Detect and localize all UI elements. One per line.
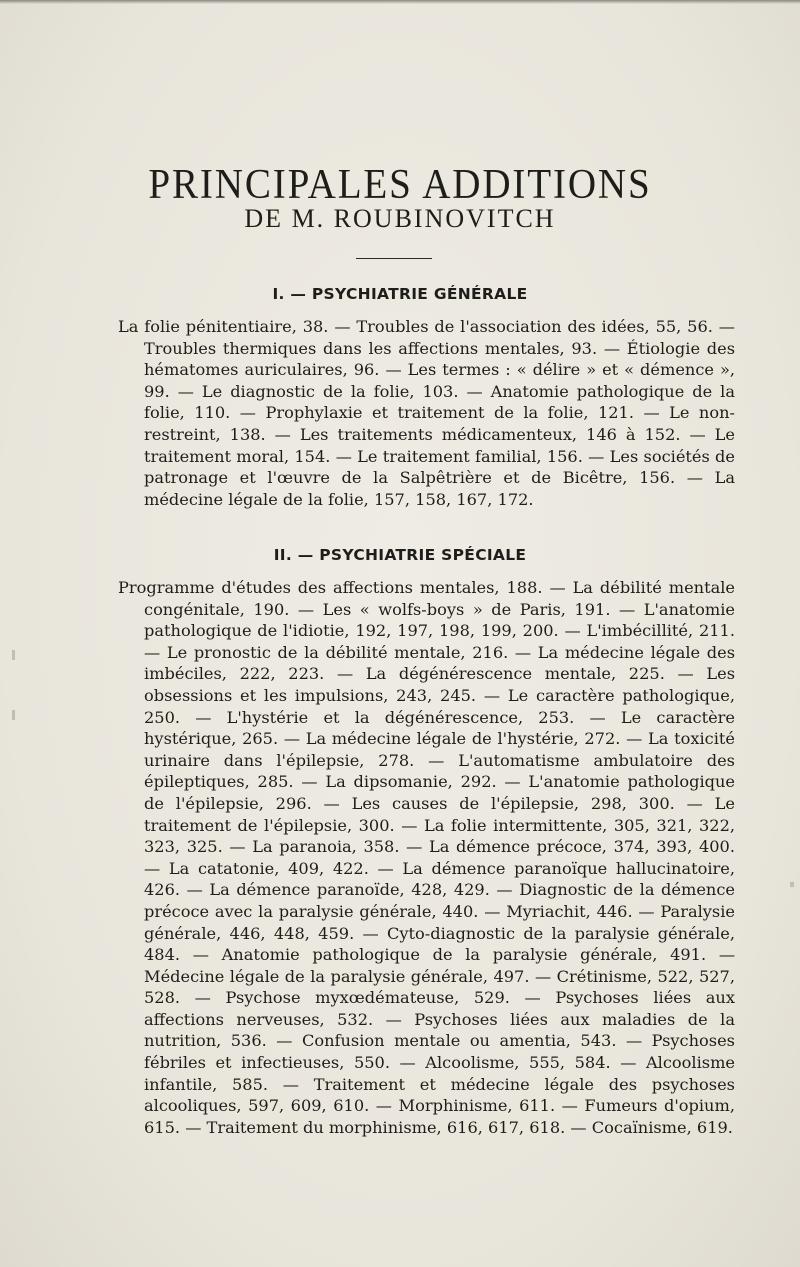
index-entry: La débilité mentale congénitale, 190. xyxy=(144,578,735,619)
index-entry: Le pronostic de la débilité mentale, 216. xyxy=(166,642,509,662)
index-entry: Médecine légale de la paralysie générale, 497. xyxy=(144,966,530,986)
index-entry: L'anatomie pathologique de l'épilepsie, 296. xyxy=(144,772,735,813)
index-entry: Le traitement moral, 154. xyxy=(144,424,736,466)
index-entry: Confusion mentale ou amentia, 543. xyxy=(301,1031,617,1051)
index-entry: La démence paranoïque hallucinatoire, 426. xyxy=(144,858,735,900)
index-entry: La folie pénitentiaire, 38. xyxy=(118,317,329,336)
index-entry: Traitement du morphinisme, 616, 617, 618. xyxy=(206,1117,566,1137)
index-entry: Les « wolfs-boys » de Paris, 191. xyxy=(322,599,611,619)
index-entry: La médecine légale de l'hystérie, 272. xyxy=(305,729,621,749)
index-entry: Étiologie des hématomes auriculaires, 96. xyxy=(144,338,736,380)
index-entry: La paranoia, 358. xyxy=(252,837,400,857)
index-entry: Les traitements médicamenteux, 146 à 152. xyxy=(299,424,681,444)
index-entry: Le caractère hystérique, 265. xyxy=(144,707,735,749)
index-entry: Anatomie pathologique de la folie, 110. xyxy=(144,381,735,423)
index-entry: La dégénérescence mentale, 225. xyxy=(365,664,665,684)
page-title: PRINCIPALES ADDITIONS xyxy=(148,162,652,208)
margin-speck xyxy=(790,882,794,887)
index-entry: Crétinisme, 522, 527, 528. xyxy=(144,966,736,1008)
index-entry: La médecine légale des imbéciles, 222, 223. xyxy=(144,642,736,684)
section-entries-special: Programme d'études des affections mentales, 188. — La débilité mentale congénitale, 190. — Les « wolfs-boys » de Paris, 191. — L'anatomie pathologique de l'idiotie, 192, 197, 198, 199, 200. — L'imbécillité, 211. — Le pronostic de la débilité mentale, 216. — La médecine légale des imbéciles, 222, 223. — La dégénérescence mentale, 225. — Les obsessions et les impulsions, 243, 245. — Le caractère pathologique, 250. — L'hystérie et la dégénérescence, 253. — Le caractère hystérique, 265. — La médecine légale de l'hystérie, 272. — La toxicité urinaire dans l'épilepsie, 278. — L'automatisme ambulatoire des épileptiques, 285. — La dipsomanie, 292. — L'anatomie pathologique de l'épilepsie, 296. — Les causes de l'épilepsie, 298, 300. — Le traitement de l'épilepsie, 300. — La folie intermittente, 305, 321, 322, 323, 325. — La paranoia, 358. — La démence précoce, 374, 393, 400. — La catatonie, 409, 422. — La démence paranoïque hallucinatoire, 426. — La démence paranoïde, 428, 429. — Diagnostic de la démence précoce avec la paralysie générale, 440. — Myriachit, 446. — Paralysie générale, 446, 448, 459. — Cyto-diagnostic de la paralysie générale, 484. — Anatomie pathologique de la paralysie générale, 491. — Médecine légale de la paralysie générale, 497. — Crétinisme, 522, 527, 528. — Psychose myxœdémateuse, 529. — Psychoses liées aux affections nerveuses, 532. — Psychoses liées aux maladies de la nutrition, 536. — Confusion mentale ou amentia, 543. — Psychoses fébriles et infectieuses, 550. — Alcoolisme, 555, 584. — Alcoolisme infantile, 585. — Traitement et médecine légale des psychoses alcooliques, 597, 609, 610. — Morphinisme, 611. — Fumeurs d'opium, 615. — Traitement du morphinisme, 616, 617, 618. — Cocaïnisme, 619. xyxy=(118,578,736,1137)
index-entry: Anatomie pathologique de la paralysie générale, 491. xyxy=(221,945,707,965)
index-entry: L'automatisme ambulatoire des épileptiques, 285. xyxy=(144,750,735,792)
page-subtitle: DE M. ROUBINOVITCH xyxy=(244,204,556,233)
index-entry: Traitement et médecine légale des psychoses alcooliques, 597, 609, 610. xyxy=(144,1074,735,1116)
index-entry: L'imbécillité, 211. xyxy=(586,621,735,641)
index-entry: La démence précoce, 374, 393, 400. xyxy=(429,837,735,857)
index-entry: La folie intermittente, 305, 321, 322, 323, 325. xyxy=(144,815,736,857)
index-entry: La médecine légale de la folie, 157, 158, 167, 172. xyxy=(144,468,736,509)
section-heading-special: II. — PSYCHIATRIE SPÉCIALE xyxy=(273,546,527,564)
index-entry: Le traitement de l'épilepsie, 300. xyxy=(144,793,735,835)
title-rule xyxy=(356,258,432,259)
index-entry: Psychoses liées aux affections nerveuses, 532. xyxy=(144,988,735,1029)
margin-speck xyxy=(12,650,15,660)
index-entry: La catatonie, 409, 422. xyxy=(168,858,369,878)
index-entry: Psychose myxœdémateuse, 529. xyxy=(225,988,510,1008)
index-entry: Psychoses fébriles et infectieuses, 550. xyxy=(144,1031,735,1073)
index-entry: Les causes de l'épilepsie, 298, 300. xyxy=(351,793,675,813)
section-entries-general: La folie pénitentiaire, 38. — Troubles de l'association des idées, 55, 56. — Troubles thermiques dans les affections mentales, 93. — Étiologie des hématomes auriculaires, 96. — Les termes : « délire » et « démence », 99. — Le diagnostic de la folie, 103. — Anatomie pathologique de la folie, 110. — Prophylaxie et traitement de la folie, 121. — Le non-restreint, 138. — Les traitements médicamenteux, 146 à 152. — Le traitement moral, 154. — Le traitement familial, 156. — Les sociétés de patronage et l'œuvre de la Salpêtrière et de Bicêtre, 156. — La médecine légale de la folie, 157, 158, 167, 172. xyxy=(118,317,736,509)
section-heading-general: I. — PSYCHIATRIE GÉNÉRALE xyxy=(272,285,528,303)
index-entry: Psychoses liées aux maladies de la nutrition, 536. xyxy=(144,1009,736,1051)
index-entry: Le diagnostic de la folie, 103. xyxy=(201,381,459,401)
index-entry: Morphinisme, 611. xyxy=(398,1096,556,1116)
index-entry: La toxicité urinaire dans l'épilepsie, 278. xyxy=(144,729,735,770)
index-entry: Fumeurs d'opium, 615. xyxy=(144,1096,735,1137)
index-entry: Prophylaxie et traitement de la folie, 121. xyxy=(265,403,634,423)
index-entry: Programme d'études des affections mentales, 188. xyxy=(118,578,543,597)
index-entry: Cyto-diagnostic de la paralysie générale, 484. xyxy=(144,923,735,965)
index-entry: Troubles de l'association des idées, 55, 56. xyxy=(356,317,713,336)
index-entry: L'anatomie pathologique de l'idiotie, 192, 197, 198, 199, 200. xyxy=(144,599,736,641)
margin-speck xyxy=(12,710,15,720)
index-entry: La dipsomanie, 292. xyxy=(325,772,497,792)
index-entry: Le non-restreint, 138. xyxy=(144,403,735,444)
index-entry: Le caractère pathologique, 250. xyxy=(144,685,736,727)
index-entry: Paralysie générale, 446, 448, 459. xyxy=(144,901,735,943)
index-entry: Troubles thermiques dans les affections mentales, 93. xyxy=(144,338,598,358)
index-entry: Alcoolisme infantile, 585. xyxy=(144,1053,735,1094)
index-entry: Myriachit, 446. xyxy=(506,901,633,921)
index-entry: Alcoolisme, 555, 584. xyxy=(425,1053,611,1073)
index-entry: Cocaïnisme, 619. xyxy=(591,1117,733,1137)
index-entry: La démence paranoïde, 428, 429. xyxy=(209,880,490,900)
index-entry: Les sociétés de patronage et l'œuvre de la Salpêtrière et de Bicêtre, 156. xyxy=(144,446,736,488)
page-top-edge xyxy=(0,0,800,4)
index-entry: L'hystérie et la dégénérescence, 253. xyxy=(226,707,575,727)
index-entry: Le traitement familial, 156. xyxy=(357,446,583,466)
index-entry: Les obsessions et les impulsions, 243, 245. xyxy=(144,664,735,705)
index-entry: Les termes : « délire » et « démence », 99. xyxy=(144,360,735,401)
index-entry: Diagnostic de la démence précoce avec la paralysie générale, 440. xyxy=(144,880,735,921)
